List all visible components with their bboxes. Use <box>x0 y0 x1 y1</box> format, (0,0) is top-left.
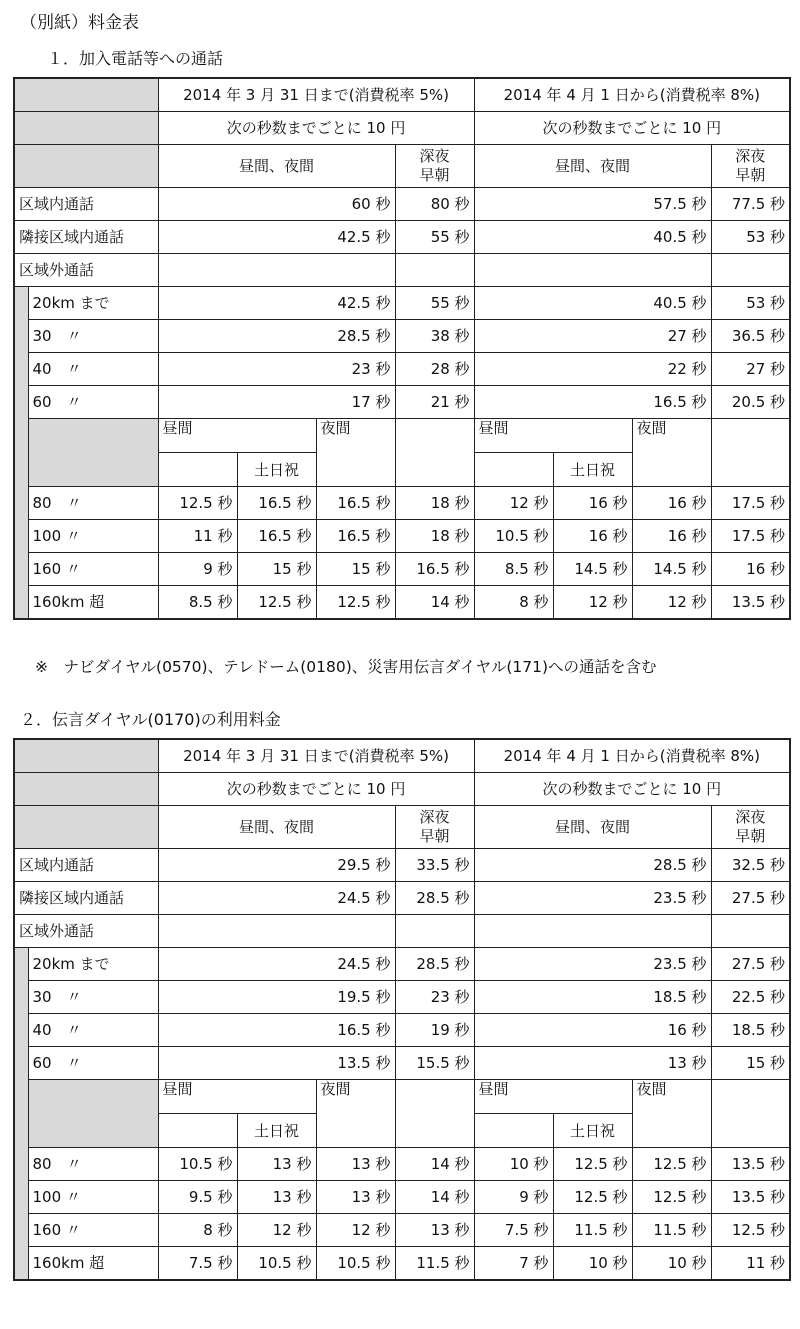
header-row-period <box>14 739 790 773</box>
rate-value: 17.5 秒 <box>711 487 790 520</box>
row-label: 80 〃 <box>28 487 158 520</box>
late-night-label: 深夜 <box>419 808 450 826</box>
rate-value: 18 秒 <box>395 487 474 520</box>
rate-value: 53 秒 <box>711 221 790 254</box>
empty-cell <box>711 254 790 287</box>
row-outside <box>14 254 790 287</box>
row-adjacent <box>14 882 790 915</box>
rate-value: 80 秒 <box>395 188 474 221</box>
rate-value: 22 秒 <box>474 353 711 386</box>
row-label: 区域外通話 <box>14 915 158 948</box>
daytime-header: 昼間 <box>158 419 316 453</box>
rate-value: 13.5 秒 <box>711 586 790 620</box>
empty-cell <box>395 254 474 287</box>
rate-value: 16.5 秒 <box>237 487 316 520</box>
unit-a-header: 次の秒数までごとに 10 円 <box>158 773 474 806</box>
empty-cell <box>711 915 790 948</box>
rate-value: 57.5 秒 <box>474 188 711 221</box>
row-label: 160km 超 <box>28 586 158 620</box>
empty-cell <box>158 254 395 287</box>
row-label: 区域内通話 <box>14 188 158 221</box>
rate-value: 28.5 秒 <box>474 849 711 882</box>
rate-value: 13 秒 <box>474 1047 711 1080</box>
rate-value: 14 秒 <box>395 1148 474 1181</box>
daytime-header: 昼間 <box>158 1080 316 1114</box>
header-row-period <box>14 78 790 112</box>
rate-value: 13.5 秒 <box>158 1047 395 1080</box>
indent-spacer <box>14 948 28 1281</box>
header-corner <box>14 145 158 188</box>
indent-spacer <box>14 287 28 620</box>
row-label: 隣接区域内通話 <box>14 221 158 254</box>
row-label: 100 〃 <box>28 520 158 553</box>
rate-value: 13 秒 <box>395 1214 474 1247</box>
day-night-header: 昼間、夜間 <box>474 145 711 188</box>
header-corner <box>14 78 158 112</box>
row-label: 30 〃 <box>28 981 158 1014</box>
rate-value: 40.5 秒 <box>474 221 711 254</box>
row-d30 <box>14 981 790 1014</box>
row-d100 <box>14 520 790 553</box>
rate-value: 11.5 秒 <box>632 1214 711 1247</box>
rate-value: 17.5 秒 <box>711 520 790 553</box>
subheader-corner <box>28 1080 158 1148</box>
rate-value: 16.5 秒 <box>158 1014 395 1047</box>
late-night-header <box>711 806 790 849</box>
row-d20 <box>14 948 790 981</box>
row-d40 <box>14 353 790 386</box>
row-d100 <box>14 1181 790 1214</box>
rate-value: 17 秒 <box>158 386 395 419</box>
rate-value: 28 秒 <box>395 353 474 386</box>
row-local <box>14 849 790 882</box>
rate-value: 28.5 秒 <box>395 948 474 981</box>
row-d80 <box>14 487 790 520</box>
row-d20 <box>14 287 790 320</box>
rate-value: 16 秒 <box>711 553 790 586</box>
empty-cell <box>158 915 395 948</box>
rate-value: 8.5 秒 <box>474 553 553 586</box>
row-label: 20km まで <box>28 948 158 981</box>
rate-value: 10.5 秒 <box>316 1247 395 1281</box>
early-morning-label: 早朝 <box>419 166 450 184</box>
empty-cell <box>395 419 474 487</box>
section-2-title: ２．伝言ダイヤル(0170)の利用料金 <box>20 710 281 729</box>
header-row-unit <box>14 773 790 806</box>
rate-value: 8.5 秒 <box>158 586 237 620</box>
rate-value: 14 秒 <box>395 586 474 620</box>
empty-cell <box>158 453 237 487</box>
rate-value: 28.5 秒 <box>158 320 395 353</box>
holiday-header: 土日祝 <box>237 1114 316 1148</box>
document-title: （別紙）料金表 <box>20 13 139 33</box>
period-b-header: 2014 年 4 月 1 日から(消費税率 8%) <box>474 78 790 112</box>
rate-value: 16.5 秒 <box>316 487 395 520</box>
row-d160p <box>14 1247 790 1281</box>
row-d160 <box>14 1214 790 1247</box>
rate-value: 12.5 秒 <box>158 487 237 520</box>
row-label: 160 〃 <box>28 1214 158 1247</box>
rate-value: 16.5 秒 <box>237 520 316 553</box>
rate-value: 8 秒 <box>158 1214 237 1247</box>
rate-value: 33.5 秒 <box>395 849 474 882</box>
day-night-header: 昼間、夜間 <box>158 806 395 849</box>
rate-value: 13 秒 <box>237 1148 316 1181</box>
rate-value: 11 秒 <box>158 520 237 553</box>
rate-value: 27.5 秒 <box>711 882 790 915</box>
subheader-row-1 <box>14 1080 790 1114</box>
rate-value: 7.5 秒 <box>474 1214 553 1247</box>
unit-b-header: 次の秒数までごとに 10 円 <box>474 773 790 806</box>
rate-value: 10 秒 <box>474 1148 553 1181</box>
rate-value: 10.5 秒 <box>474 520 553 553</box>
row-d40 <box>14 1014 790 1047</box>
row-d60 <box>14 386 790 419</box>
late-night-label: 深夜 <box>419 147 450 165</box>
daytime-header: 昼間 <box>474 419 632 453</box>
rate-value: 21 秒 <box>395 386 474 419</box>
rate-value: 19 秒 <box>395 1014 474 1047</box>
night-header: 夜間 <box>316 1080 395 1148</box>
day-night-header: 昼間、夜間 <box>474 806 711 849</box>
row-label: 30 〃 <box>28 320 158 353</box>
rate-value: 15.5 秒 <box>395 1047 474 1080</box>
rate-value: 77.5 秒 <box>711 188 790 221</box>
rate-value: 14.5 秒 <box>632 553 711 586</box>
rate-value: 13 秒 <box>237 1181 316 1214</box>
rate-value: 10.5 秒 <box>158 1148 237 1181</box>
header-corner <box>14 112 158 145</box>
row-label: 160 〃 <box>28 553 158 586</box>
holiday-header: 土日祝 <box>237 453 316 487</box>
row-label: 60 〃 <box>28 386 158 419</box>
rate-value: 11.5 秒 <box>395 1247 474 1281</box>
empty-cell <box>395 1080 474 1148</box>
rate-value: 40.5 秒 <box>474 287 711 320</box>
rate-value: 14 秒 <box>395 1181 474 1214</box>
rate-value: 13 秒 <box>316 1148 395 1181</box>
late-night-label: 深夜 <box>735 147 766 165</box>
row-label: 100 〃 <box>28 1181 158 1214</box>
rate-value: 12.5 秒 <box>316 586 395 620</box>
rate-value: 16 秒 <box>632 520 711 553</box>
row-d30 <box>14 320 790 353</box>
subheader-corner <box>28 419 158 487</box>
rate-value: 20.5 秒 <box>711 386 790 419</box>
rate-value: 7 秒 <box>474 1247 553 1281</box>
rate-value: 13.5 秒 <box>711 1181 790 1214</box>
rate-value: 16 秒 <box>632 487 711 520</box>
rate-value: 12.5 秒 <box>553 1148 632 1181</box>
late-night-header <box>395 145 474 188</box>
row-label: 40 〃 <box>28 1014 158 1047</box>
empty-cell <box>395 915 474 948</box>
rate-value: 12 秒 <box>632 586 711 620</box>
row-label: 80 〃 <box>28 1148 158 1181</box>
header-row-time <box>14 806 790 849</box>
row-outside <box>14 915 790 948</box>
rate-value: 12.5 秒 <box>237 586 316 620</box>
row-label: 60 〃 <box>28 1047 158 1080</box>
rate-value: 9 秒 <box>158 553 237 586</box>
rate-value: 16 秒 <box>474 1014 711 1047</box>
row-label: 隣接区域内通話 <box>14 882 158 915</box>
section-1-title: １．加入電話等への通話 <box>47 49 224 68</box>
rate-value: 42.5 秒 <box>158 287 395 320</box>
rate-value: 12 秒 <box>316 1214 395 1247</box>
daytime-header: 昼間 <box>474 1080 632 1114</box>
rate-value: 27 秒 <box>474 320 711 353</box>
rate-value: 22.5 秒 <box>711 981 790 1014</box>
rate-value: 28.5 秒 <box>395 882 474 915</box>
rate-value: 11 秒 <box>711 1247 790 1281</box>
holiday-header: 土日祝 <box>553 1114 632 1148</box>
row-label: 区域内通話 <box>14 849 158 882</box>
rate-value: 55 秒 <box>395 221 474 254</box>
rate-value: 16 秒 <box>553 487 632 520</box>
rate-value: 16 秒 <box>553 520 632 553</box>
rate-value: 18 秒 <box>395 520 474 553</box>
rate-value: 29.5 秒 <box>158 849 395 882</box>
rate-value: 15 秒 <box>711 1047 790 1080</box>
period-a-header: 2014 年 3 月 31 日まで(消費税率 5%) <box>158 78 474 112</box>
row-d60 <box>14 1047 790 1080</box>
rate-value: 24.5 秒 <box>158 882 395 915</box>
row-d160p <box>14 586 790 620</box>
rate-value: 23 秒 <box>395 981 474 1014</box>
rate-value: 24.5 秒 <box>158 948 395 981</box>
rate-value: 53 秒 <box>711 287 790 320</box>
row-label: 20km まで <box>28 287 158 320</box>
row-local <box>14 188 790 221</box>
header-corner <box>14 773 158 806</box>
rate-value: 27 秒 <box>711 353 790 386</box>
rate-value: 32.5 秒 <box>711 849 790 882</box>
night-header: 夜間 <box>632 1080 711 1148</box>
rate-value: 23.5 秒 <box>474 948 711 981</box>
rate-value: 60 秒 <box>158 188 395 221</box>
rate-value: 12 秒 <box>474 487 553 520</box>
row-label: 160km 超 <box>28 1247 158 1281</box>
rate-value: 10 秒 <box>553 1247 632 1281</box>
empty-cell <box>474 254 711 287</box>
rate-value: 7.5 秒 <box>158 1247 237 1281</box>
rate-value: 12.5 秒 <box>632 1181 711 1214</box>
rate-table-1-body <box>14 78 790 619</box>
rate-value: 15 秒 <box>237 553 316 586</box>
night-header: 夜間 <box>632 419 711 487</box>
night-header: 夜間 <box>316 419 395 487</box>
empty-cell <box>474 915 711 948</box>
empty-cell <box>711 1080 790 1148</box>
footnote: ※ ナビダイヤル(0570)、テレドーム(0180)、災害用伝言ダイヤル(171)への通話を含む <box>35 658 657 676</box>
rate-value: 18.5 秒 <box>711 1014 790 1047</box>
rate-value: 13.5 秒 <box>711 1148 790 1181</box>
header-corner <box>14 806 158 849</box>
period-a-header: 2014 年 3 月 31 日まで(消費税率 5%) <box>158 739 474 773</box>
late-night-label: 深夜 <box>735 808 766 826</box>
early-morning-label: 早朝 <box>419 827 450 845</box>
rate-value: 42.5 秒 <box>158 221 395 254</box>
unit-a-header: 次の秒数までごとに 10 円 <box>158 112 474 145</box>
rate-table-1 <box>13 77 791 620</box>
empty-cell <box>711 419 790 487</box>
rate-table-2-body <box>14 739 790 1280</box>
row-d160 <box>14 553 790 586</box>
empty-cell <box>474 1114 553 1148</box>
holiday-header: 土日祝 <box>553 453 632 487</box>
header-corner <box>14 739 158 773</box>
rate-value: 23 秒 <box>158 353 395 386</box>
row-label: 区域外通話 <box>14 254 158 287</box>
rate-value: 55 秒 <box>395 287 474 320</box>
rate-value: 16.5 秒 <box>395 553 474 586</box>
rate-value: 15 秒 <box>316 553 395 586</box>
rate-value: 38 秒 <box>395 320 474 353</box>
subheader-row-1 <box>14 419 790 453</box>
rate-value: 12.5 秒 <box>711 1214 790 1247</box>
rate-value: 16.5 秒 <box>316 520 395 553</box>
rate-value: 12.5 秒 <box>553 1181 632 1214</box>
rate-value: 8 秒 <box>474 586 553 620</box>
empty-cell <box>474 453 553 487</box>
empty-cell <box>158 1114 237 1148</box>
rate-value: 10 秒 <box>632 1247 711 1281</box>
rate-value: 19.5 秒 <box>158 981 395 1014</box>
rate-value: 9.5 秒 <box>158 1181 237 1214</box>
period-b-header: 2014 年 4 月 1 日から(消費税率 8%) <box>474 739 790 773</box>
header-row-time <box>14 145 790 188</box>
row-adjacent <box>14 221 790 254</box>
rate-value: 12.5 秒 <box>632 1148 711 1181</box>
row-label: 40 〃 <box>28 353 158 386</box>
rate-value: 12 秒 <box>237 1214 316 1247</box>
day-night-header: 昼間、夜間 <box>158 145 395 188</box>
rate-value: 11.5 秒 <box>553 1214 632 1247</box>
rate-value: 36.5 秒 <box>711 320 790 353</box>
rate-value: 23.5 秒 <box>474 882 711 915</box>
rate-table-2 <box>13 738 791 1281</box>
rate-value: 18.5 秒 <box>474 981 711 1014</box>
rate-value: 10.5 秒 <box>237 1247 316 1281</box>
rate-value: 12 秒 <box>553 586 632 620</box>
header-row-unit <box>14 112 790 145</box>
rate-value: 27.5 秒 <box>711 948 790 981</box>
late-night-header <box>395 806 474 849</box>
early-morning-label: 早朝 <box>735 827 766 845</box>
early-morning-label: 早朝 <box>735 166 766 184</box>
rate-value: 9 秒 <box>474 1181 553 1214</box>
unit-b-header: 次の秒数までごとに 10 円 <box>474 112 790 145</box>
rate-value: 14.5 秒 <box>553 553 632 586</box>
rate-value: 16.5 秒 <box>474 386 711 419</box>
late-night-header <box>711 145 790 188</box>
row-d80 <box>14 1148 790 1181</box>
rate-value: 13 秒 <box>316 1181 395 1214</box>
